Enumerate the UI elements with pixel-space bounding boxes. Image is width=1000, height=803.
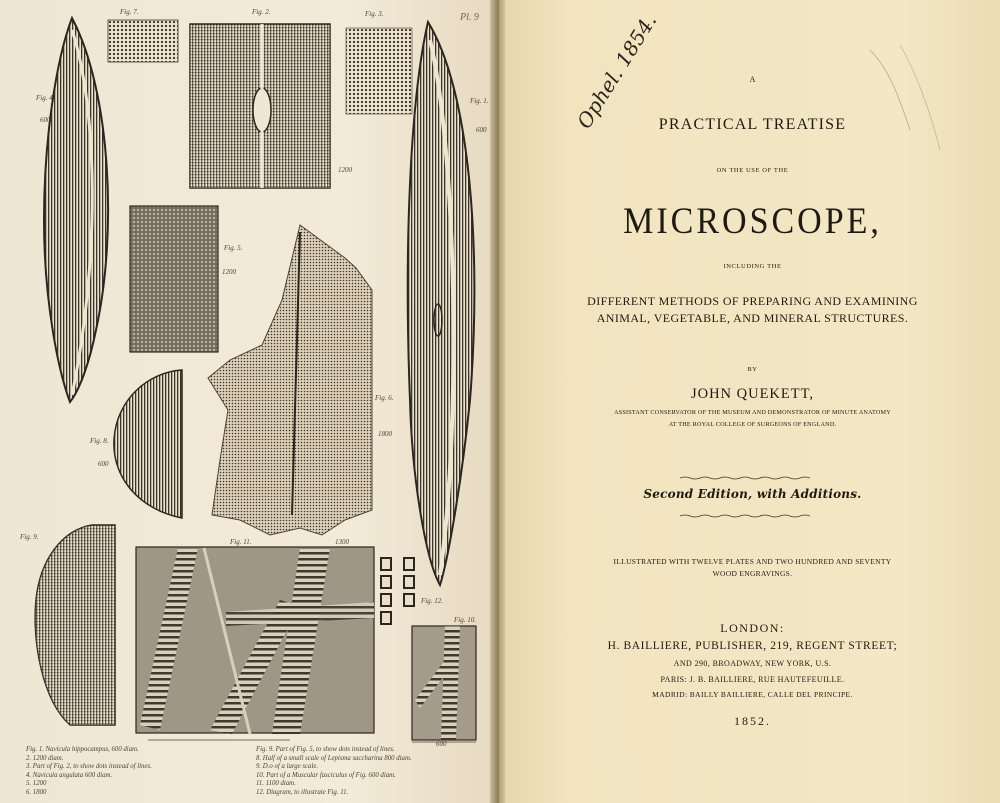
publisher-line2: AND 290, BROADWAY, NEW YORK, U.S. (673, 659, 832, 668)
fig10-magnification: 600 (436, 740, 447, 748)
plate-caption-left (26, 746, 152, 798)
imprint-madrid: MADRID: BAILLY BAILLIERE, CALLE DEL PRINCIPE. (652, 690, 853, 699)
fig6-label: Fig. 6. (375, 394, 394, 402)
fig7-engraving (108, 20, 178, 62)
author-name: JOHN QUEKETT, (690, 386, 815, 402)
title-on-use: ON THE USE OF THE (716, 167, 789, 174)
caption-line: 4. Navicula angulata 600 diam. (26, 771, 113, 779)
caption-line: Fig. 9. Part of Fig. 5, to show dots instead of lines. (256, 746, 395, 753)
plate-page (0, 0, 497, 803)
fig5-label: Fig. 5. (224, 244, 243, 252)
fig11-magnification: 1300 (335, 538, 349, 546)
fig10-label: Fig. 10. (454, 616, 476, 624)
author-title-line1: ASSISTANT CONSERVATOR OF THE MUSEUM AND DEMONSTRATOR OF MINUTE ANATOMY (614, 409, 891, 416)
fig4-engraving (44, 18, 108, 402)
fig3-label: Fig. 3. (365, 10, 384, 18)
fig9-label: Fig. 9. (20, 533, 39, 541)
handwritten-annotation: Ophel. 1854. (572, 9, 662, 133)
caption-line: 10. Part of a Muscular fasciculus of Fig. 600 diam. (256, 771, 396, 779)
subtitle-line2: ANIMAL, VEGETABLE, AND MINERAL STRUCTURES. (596, 311, 909, 325)
plate-caption-right (256, 746, 412, 798)
caption-line: 6. 1800 (26, 788, 47, 796)
plate-number: Pl. 9 (460, 12, 479, 23)
illustrated-line1: ILLUSTRATED WITH TWELVE PLATES AND TWO HUNDRED AND SEVENTY (613, 557, 892, 566)
author-title-line2: AT THE ROYAL COLLEGE OF SURGEONS OF ENGLAND. (668, 421, 837, 428)
fig5-magnification: 1200 (222, 268, 236, 276)
fig5-engraving (130, 206, 218, 352)
fig6-magnification: 1800 (378, 430, 392, 438)
imprint-year: 1852. (734, 714, 771, 728)
imprint-paris: PARIS: J. B. BAILLIERE, RUE HAUTEFEUILLE. (660, 675, 845, 684)
fig2-magnification: 1200 (338, 166, 352, 174)
fig12-label: Fig. 12. (421, 597, 443, 605)
imprint-city: LONDON: (720, 621, 785, 635)
title-line1: PRACTICAL TREATISE (658, 116, 847, 133)
caption-line: 8. Half of a small scale of Lepisma saccharina 800 diam. (256, 754, 412, 762)
fig3-engraving (346, 28, 412, 114)
subtitle-line1: DIFFERENT METHODS OF PREPARING AND EXAMINING (587, 294, 918, 308)
title-including: INCLUDING THE (723, 263, 782, 270)
fig8-engraving (114, 370, 182, 518)
caption-line: 5. 1200 (26, 780, 47, 788)
fig8-label: Fig. 8. (90, 437, 109, 445)
illustrated-line2: WOOD ENGRAVINGS. (712, 569, 793, 578)
fig12-engraving (381, 558, 414, 624)
fig7-label: Fig. 7. (120, 8, 139, 16)
plate-engravings (0, 0, 497, 803)
fig4-magnification: 600 (40, 116, 51, 124)
fig11-label: Fig. 11. (230, 538, 252, 546)
caption-line: 11. 1100 diam. (256, 780, 296, 788)
pencil-marks (860, 40, 950, 160)
caption-line: 12. Diagram, to illustrate Fig. 11. (256, 788, 349, 796)
fig1-label: Fig. 1. (470, 97, 489, 105)
caption-line: Fig. 1. Navicula hippocampus, 600 diam. (26, 746, 139, 753)
fig1-magnification: 600 (476, 126, 487, 134)
fig2-label: Fig. 2. (252, 8, 271, 16)
publisher-line1: H. BAILLIERE, PUBLISHER, 219, REGENT STREET; (607, 640, 898, 652)
caption-line: 2. 1200 diam. (26, 754, 64, 762)
fig8-magnification: 600 (98, 460, 109, 468)
by-line: BY (747, 366, 758, 373)
fig4-label: Fig. 4. (36, 94, 55, 102)
title-article: A (749, 75, 756, 84)
caption-line: 9. D.o of a large scale. (256, 763, 319, 771)
edition-text: Second Edition, with Additions. (643, 487, 862, 501)
title-main: MICROSCOPE, (623, 201, 882, 242)
caption-line: 3. Part of Fig. 2, to show dots instead of lines. (26, 763, 152, 771)
